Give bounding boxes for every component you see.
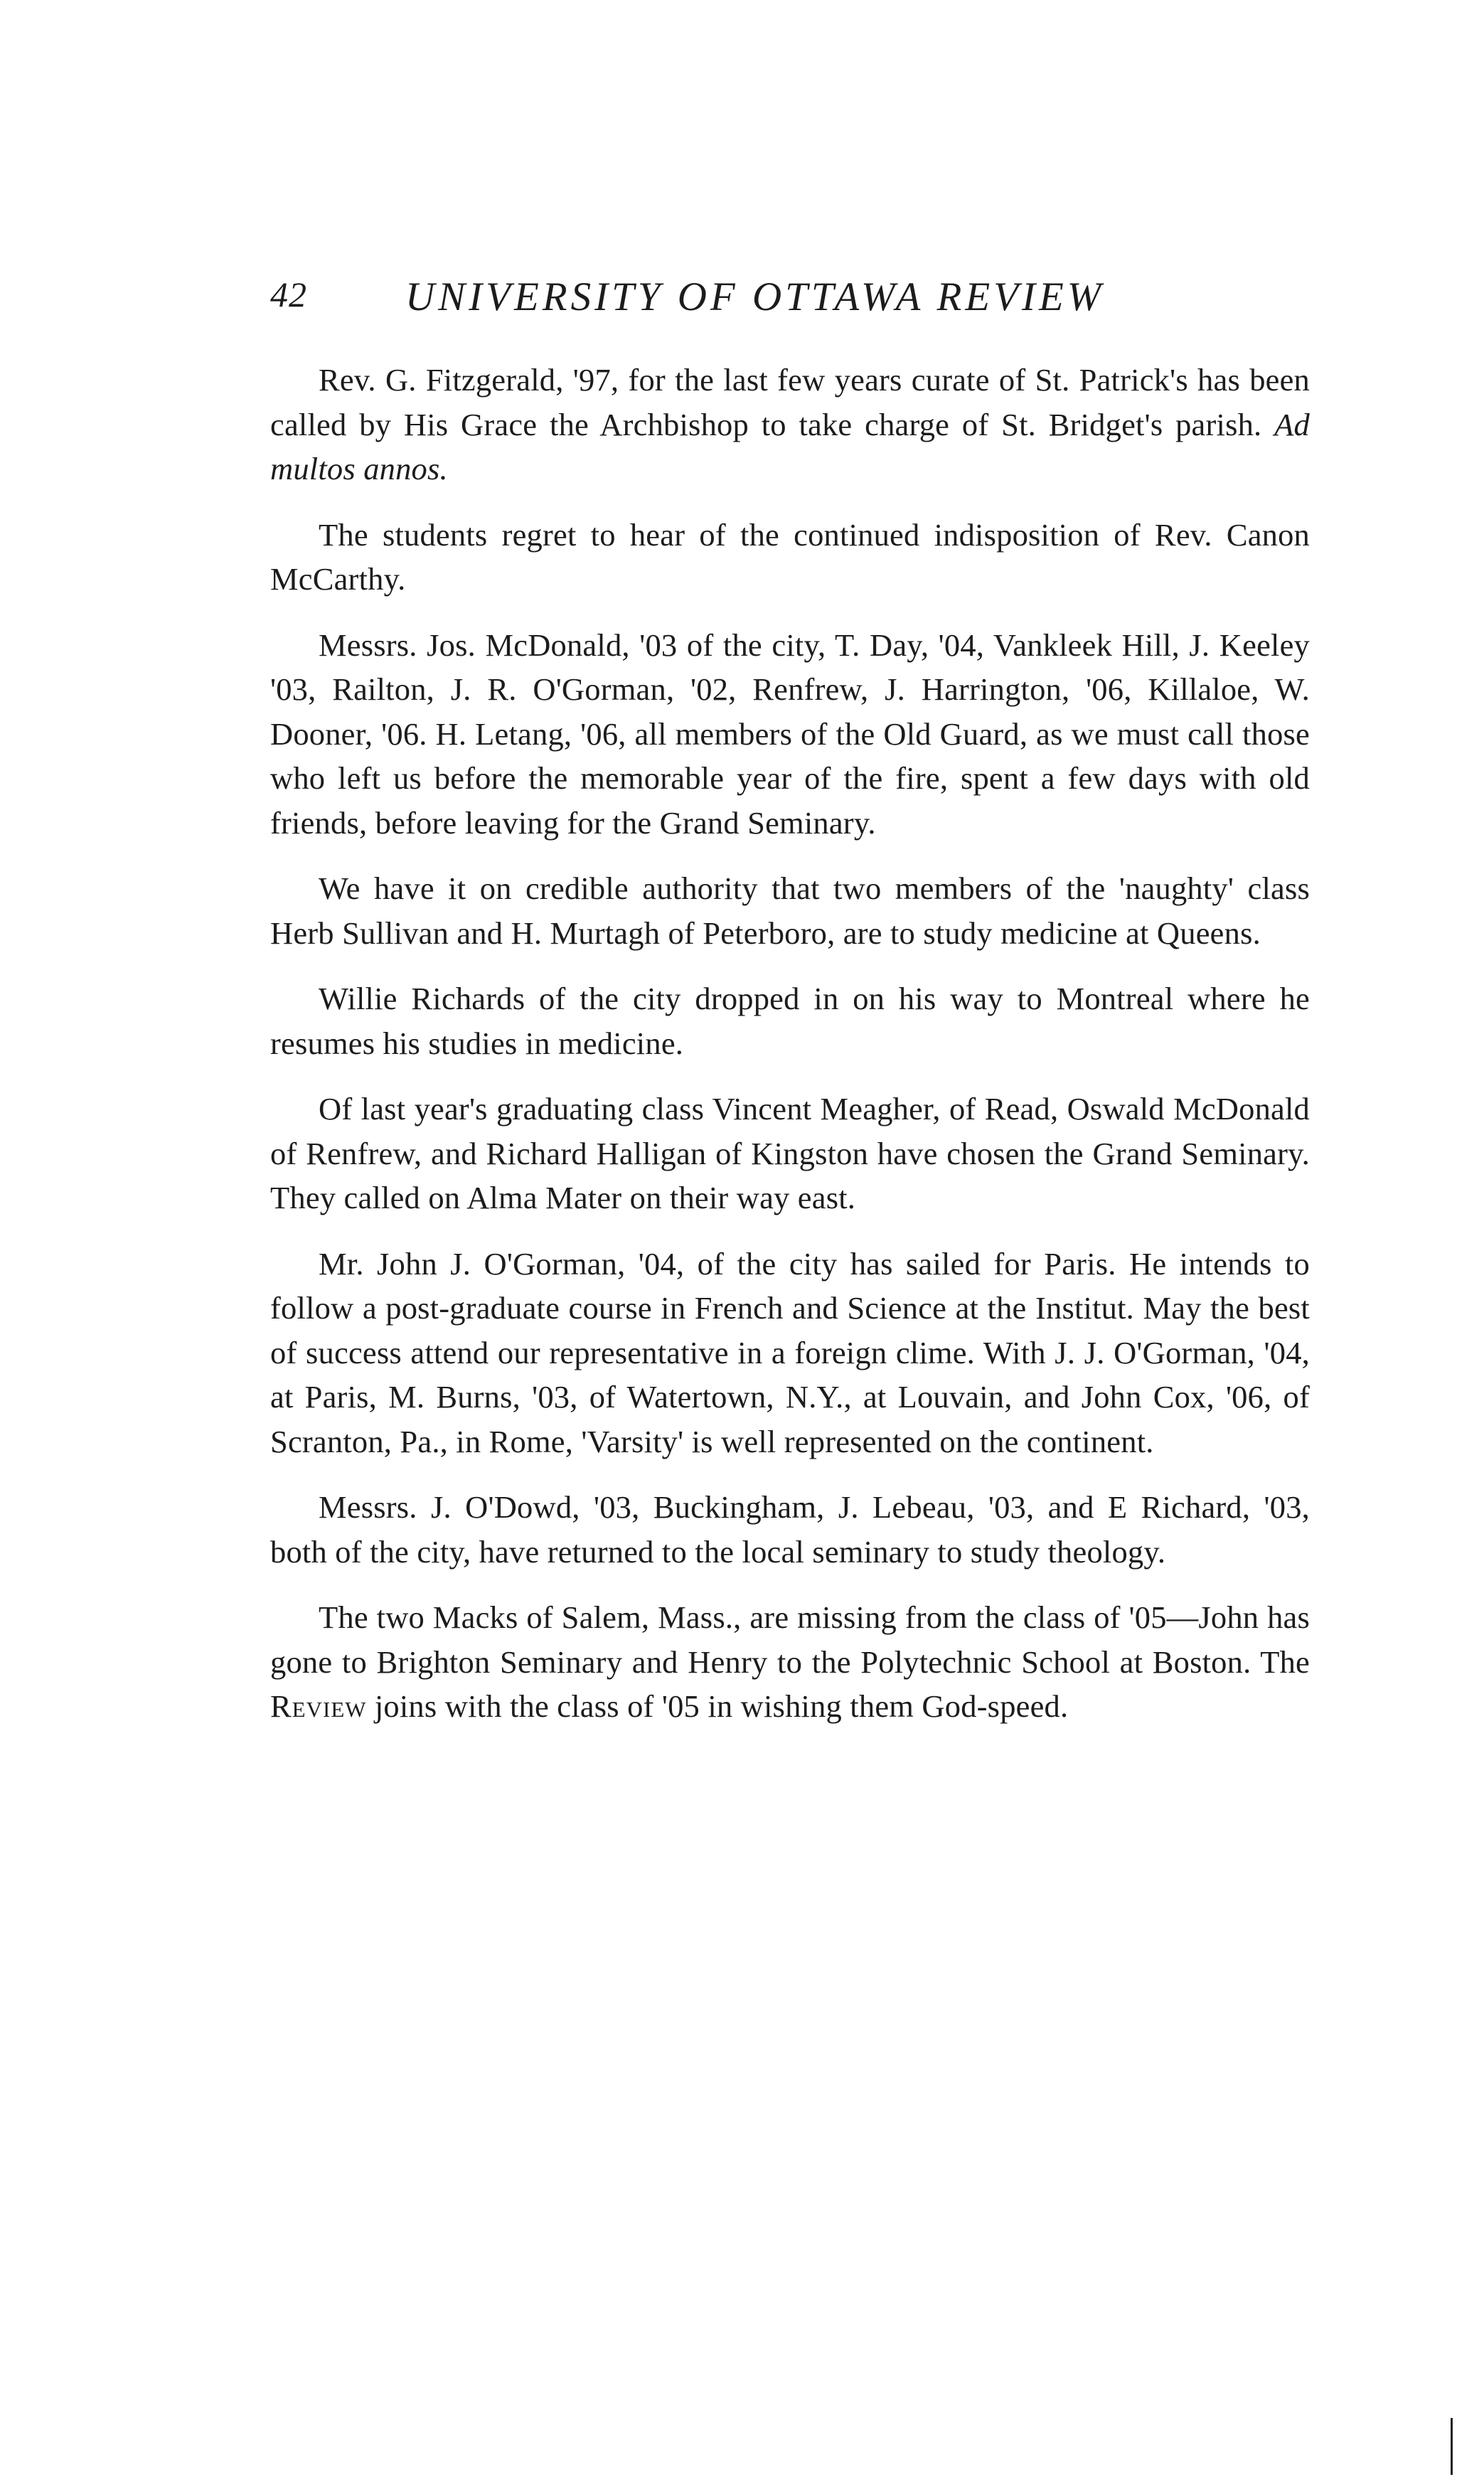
paragraph-text: The two Macks of Salem, Mass., are missing from the class of '05—John has gone to Brighton Seminary and Henry to the Polytechnic School at Boston. The [270, 1599, 1310, 1680]
scan-edge-mark [1451, 2418, 1453, 2475]
running-head: UNIVERSITY OF OTTAWA REVIEW [405, 275, 1105, 319]
article-body [270, 358, 1310, 1729]
paragraph-text: Of last year's graduating class Vincent Meagher, of Read, Oswald McDonald of Renfrew, and Richard Halligan of Kingston have chosen the Grand Seminary. They called on Alma Mater on their way east. [270, 1091, 1310, 1215]
paragraph-graduating-class [270, 1087, 1310, 1220]
page-header [270, 274, 1323, 338]
paragraph-ogorman-paris [270, 1242, 1310, 1464]
page-number: 42 [270, 275, 307, 314]
publication-name: Review [270, 1688, 367, 1724]
paragraph-old-guard [270, 623, 1310, 846]
paragraph-willie-richards [270, 976, 1310, 1065]
paragraph-local-seminary [270, 1485, 1310, 1574]
paragraph-text: Willie Richards of the city dropped in on his way to Montreal where he resumes his studies in medicine. [270, 981, 1310, 1061]
paragraph-text: Rev. G. Fitzgerald, '97, for the last few years curate of St. Patrick's has been called by His Grace the Archbishop to take charge of St. Bridget's parish. [270, 362, 1310, 442]
paragraph-text: Messrs. J. O'Dowd, '03, Buckingham, J. Lebeau, '03, and E Richard, '03, both of the city, have returned to the local seminary to study theology. [270, 1489, 1310, 1570]
paragraph-text: Mr. John J. O'Gorman, '04, of the city has sailed for Paris. He intends to follow a post-graduate course in French and Science at the Institut. May the best of success attend our representative in a foreign clime. With J. J. O'Gorman, '04, at Paris, M. Burns, '03, of Watertown, N.Y., at Louvain, and John Cox, '06, of Scranton, Pa., in Rome, 'Varsity' is well represented on the continent. [270, 1245, 1310, 1459]
paragraph-naughty-class [270, 866, 1310, 955]
paragraph-text: The students regret to hear of the continued indisposition of Rev. Canon McCarthy. [270, 516, 1310, 597]
paragraph-text: We have it on credible authority that two members of the 'naughty' class Herb Sullivan and H. Murtagh of Peterboro, are to study medicine at Queens. [270, 870, 1310, 951]
paragraph-fitzgerald [270, 358, 1310, 491]
paragraph-text: Messrs. Jos. McDonald, '03 of the city, T. Day, '04, Vankleek Hill, J. Keeley '03, Railton, J. R. O'Gorman, '02, Renfrew, J. Harrington, '06, Killaloe, W. Dooner, '06. H. Letang, '06, all members of the Old Guard, as we must call those who left us before the memorable year of the fire, spent a few days with old friends, before leaving for the Grand Seminary. [270, 627, 1310, 841]
paragraph-italic-phrase: Ad multos annos. [270, 406, 1310, 486]
paragraph-text-continued: joins with the class of '05 in wishing them God-speed. [366, 1688, 1069, 1724]
paragraph-canon-mccarthy [270, 513, 1310, 602]
paragraph-macks-of-salem [270, 1595, 1310, 1729]
